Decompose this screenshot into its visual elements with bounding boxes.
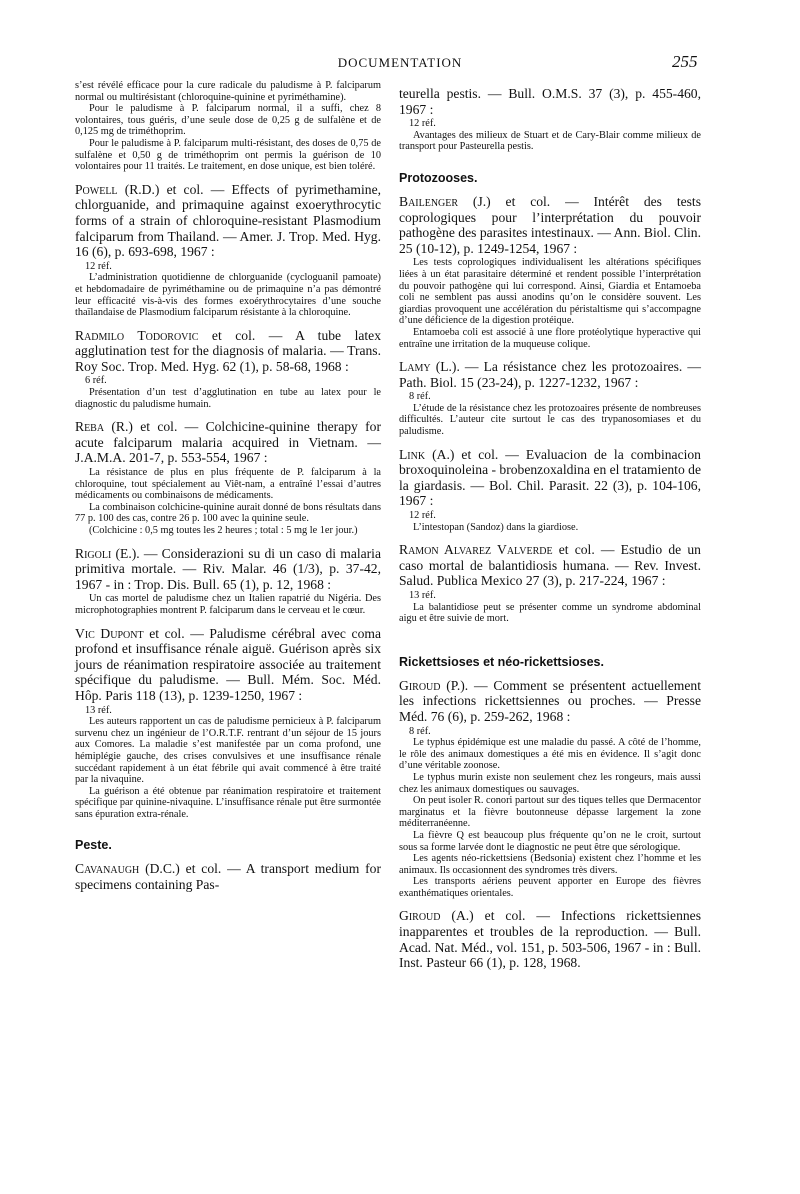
- entry-abstract: La guérison a été obtenue par réanimation respiratoire et traitement spécifique par quinine-nivaquine. L’insuffisance rénale put être surmontée sans épuration extra-rénale.: [75, 785, 381, 820]
- entry-abstract: On peut isoler R. conori partout sur des tiques telles que Dermacentor marginatus et la fièvre boutonneuse dépasse largement la zone méditerranéenne.: [399, 795, 701, 830]
- bibliography-entry: [399, 678, 701, 900]
- entry-refs: 12 réf.: [409, 118, 436, 130]
- entry-title: et col. — Infections rickettsiennes inapparentes et troubles de la reproduction. — Bull. Acad. Nat. Méd., vol. 151, p. 503-506, 1967 - in : Bull. Inst. Pasteur 66 (1), p. 128, 1968.: [399, 908, 701, 971]
- bibliography-entry: [75, 861, 381, 892]
- entry-abstract: Les transports aériens peuvent apporter en Europe des fièvres exanthématiques orientales.: [399, 876, 701, 899]
- intro-paragraph: Pour le paludisme à P. falciparum normal, il a suffi, chez 8 volontaires, tous guéris, d’une seule dose de 0,25 g de sulfalène et de 0,125 mg de triméthoprim.: [75, 103, 381, 138]
- entry-abstract: La combinaison colchicine-quinine aurait donné de bons résultats dans 77 p. 100 des cas, contre 26 p. 100 avec la quinine seule.: [75, 501, 381, 525]
- entry-title: et col. — Effects of pyrimethamine, chlorguanide, and primaquine against exoerythrocytic forms of a strain of chloroquine-resistant Plasmodium falciparum from Thailand. — Amer. J. Trop. Med. Hyg. 16 (6), p. 693-698, 1967 :: [75, 181, 381, 260]
- entry-refs: 13 réf.: [85, 704, 112, 716]
- intro-text: [75, 80, 381, 173]
- entry-author: Giroud (P.).: [399, 677, 469, 693]
- bibliography-entry: [75, 328, 381, 411]
- entry-abstract: Le typhus épidémique est une maladie du passé. A côté de l’homme, le rôle des animaux domestiques a été mis en évidence. Il s’agit donc d’une véritable zoonose.: [399, 737, 701, 772]
- bibliography-entry: [75, 626, 381, 821]
- entry-title: teurella pestis. — Bull. O.M.S. 37 (3), p. 455-460, 1967 :: [399, 86, 701, 117]
- entry-title: et col. — Intérêt des tests coprologiques pour l’interprétation du pouvoir pathogène des parasites intestinaux. — Ann. Biol. Clin. 25 (10-12), p. 1249-1254, 1967 :: [399, 193, 701, 256]
- entry-abstract: La fièvre Q est beaucoup plus fréquente qu’on ne le croit, surtout sous sa forme larvée dont le diagnostic ne peut être que sérologique.: [399, 829, 701, 853]
- entry-author: Vic Dupont: [75, 625, 144, 641]
- entry-title: et col. — Colchicine-quinine therapy for acute falciparum malaria acquired in Vietnam. — J.A.M.A. 201-7, p. 553-554, 1967 :: [75, 419, 381, 466]
- entry-abstract: Un cas mortel de paludisme chez un Italien rapatrié du Nigéria. Des microphotographies montrent P. falciparum dans le cerveau et le cœur.: [75, 593, 381, 616]
- entry-refs: 13 réf.: [409, 590, 436, 601]
- entry-abstract: Les tests coprologiques individualisent les altérations spécifiques liées à un état parasitaire déterminé et rendent possible l’interprétation du pouvoir pathogène qui lui correspond. Ainsi, Giardia et Entamoeba coli ne semblent pas aussi anodins qu’on le considère souvent. Les giardias provoquent une accélération du péristaltisme qui s’accompagne d’une déficience de la digestion protéique.: [399, 257, 701, 327]
- entry-abstract: L’intestopan (Sandoz) dans la giardiose.: [413, 521, 579, 533]
- entry-title: et col. — A tube latex agglutination test for the diagnosis of malaria. — Trans. Roy Soc. Trop. Med. Hyg. 62 (1), p. 58-68, 1968 :: [75, 327, 381, 374]
- entry-title: et col. — Evaluacion de la combinacion broxoquinoleina - brobenzoxaldina en el tratamiento de la giardasis. — Bol. Chil. Parasit. 22 (3), p. 104-106, 1967 :: [399, 446, 701, 509]
- entry-abstract: Le typhus murin existe non seulement chez les rongeurs, mais aussi chez les animaux domestiques ou sauvages.: [399, 771, 701, 795]
- bibliography-entry: [75, 182, 381, 319]
- entry-author: Powell (R.D.): [75, 181, 160, 197]
- right-column: [399, 80, 701, 972]
- entry-author: Giroud (A.): [399, 908, 474, 924]
- entry-title: — Comment se présentent actuellement les infections rickettsiennes ou proches. — Presse Méd. 76 (6), p. 259-262, 1968 :: [399, 677, 701, 724]
- entry-abstract: L’étude de la résistance chez les protozoaires présente de nombreuses difficultés. L’auteur cite surtout le cas des trypanosomiases et du paludisme.: [399, 402, 701, 438]
- entry-abstract: Les agents néo-rickettsiens (Bedsonia) existent chez l’homme et les animaux. Ils occasionnent des syndromes très divers.: [399, 853, 701, 876]
- entry-abstract: La balantidiose peut se présenter comme un syndrome abdominal aigu et être suivie de mort.: [399, 601, 701, 625]
- entry-title: — La résistance chez les protozoaires. — Path. Biol. 15 (23-24), p. 1227-1232, 1967 :: [399, 359, 701, 390]
- section-heading-protozooses: Protozooses.: [399, 170, 478, 185]
- entry-author: Radmilo Todorovic: [75, 327, 199, 343]
- bibliography-entry: [399, 359, 701, 438]
- bibliography-entry: [399, 86, 701, 153]
- entry-abstract: Les auteurs rapportent un cas de paludisme pernicieux à P. falciparum survenu chez un ingénieur de l’O.R.T.F. rentrant d’un séjour de 15 jours aux Comores. La maladie s’est manifestée par un coma profond, une hémiplégie gauche, des crises convulsives et une insuffisance rénale succédant rapidement à un état fébrile qui avait commencé à être traité par la nivaquine.: [75, 716, 381, 786]
- bibliography-entry: [399, 542, 701, 625]
- entry-author: Link (A.): [399, 446, 455, 462]
- entry-abstract: Entamoeba coli est associé à une flore protéolytique hyperactive qui entraîne une irritation de la muqueuse colique.: [399, 326, 701, 350]
- page-number: 255: [672, 52, 698, 71]
- entry-refs: 8 réf.: [409, 725, 431, 737]
- bibliography-entry: [75, 419, 381, 536]
- entry-abstract: La résistance de plus en plus fréquente de P. falciparum à la chloroquine, tout spécialement au Viêt-nam, a entraîné l’essai d’autres médicaments ou combinaisons de médicaments.: [75, 467, 381, 502]
- entry-abstract: Présentation d’un test d’agglutination en tube au latex pour le diagnostic du paludisme humain.: [75, 387, 381, 410]
- intro-paragraph: s’est révélé efficace pour la cure radicale du paludisme à P. falciparum normal ou multirésistant (chloroquine-quinine et pyriméthamine).: [75, 80, 381, 103]
- entry-author: Cavanaugh (D.C.): [75, 861, 180, 877]
- left-column: [75, 80, 381, 894]
- bibliography-entry: [399, 194, 701, 350]
- section-heading-peste: Peste.: [75, 838, 112, 853]
- intro-paragraph: Pour le paludisme à P. falciparum multi-résistant, des doses de 0,75 de sulfalène et 0,50 g de triméthoprim ont permis la guérison de 10 volontaires pour 11 traités. Le traitement, en dose unique, est bien toléré.: [75, 137, 381, 173]
- entry-refs: 12 réf.: [85, 260, 112, 272]
- entry-author: Reba (R.): [75, 419, 133, 435]
- bibliography-entry: [399, 447, 701, 534]
- entry-title: — Considerazioni su di un caso di malaria primitiva mortale. — Riv. Malar. 46 (1/3), p. 37-42, 1967 - in : Trop. Dis. Bull. 65 (1), p. 12, 1968 :: [75, 545, 381, 592]
- header-title: DOCUMENTATION: [337, 55, 463, 70]
- entry-refs: 6 réf.: [85, 375, 107, 387]
- entry-author: Rigoli (E.).: [75, 545, 140, 561]
- bibliography-entry: [399, 908, 701, 970]
- entry-refs: 8 réf.: [409, 391, 431, 403]
- entry-title: et col. — Paludisme cérébral avec coma profond et insuffisance rénale aiguë. Guérison après six jours de réanimation respiratoire associée au traitement spécifique du paludisme. — Bull. Mém. Soc. Méd. Hôp. Paris 118 (13), p. 1239-1250, 1967 :: [75, 625, 381, 703]
- entry-author: Ramon Alvarez Valverde: [399, 542, 553, 558]
- entry-refs: 12 réf.: [409, 510, 436, 522]
- entry-title: et col. — A transport medium for specimens containing Pas-: [75, 861, 382, 893]
- entry-author: Bailenger (J.): [399, 193, 491, 209]
- entry-title: et col. — Estudio de un caso mortal de balantidiosis humana. — Rev. Invest. Salud. Publica Mexico 27 (3), p. 217-224, 1967 :: [399, 542, 701, 589]
- entry-abstract: L’administration quotidienne de chlorguanide (cycloguanil pamoate) et hebdomadaire de pyriméthamine ou de primaquine n’a pas démontré leur efficacité vis-à-vis des formes exoérythrocytaires d’une souche thaïlandaise de Plasmodium falciparum résistante à la chloroquine.: [75, 272, 381, 319]
- section-heading-rickettsioses: Rickettsioses et néo-rickettsioses.: [399, 654, 604, 669]
- bibliography-entry: [75, 546, 381, 617]
- entry-abstract: Avantages des milieux de Stuart et de Cary-Blair comme milieux de transport pour Pasteurella pestis.: [399, 129, 701, 153]
- entry-abstract: (Colchicine : 0,5 mg toutes les 2 heures ; total : 5 mg le 1er jour.): [89, 525, 358, 536]
- entry-author: Lamy (L.).: [399, 359, 460, 375]
